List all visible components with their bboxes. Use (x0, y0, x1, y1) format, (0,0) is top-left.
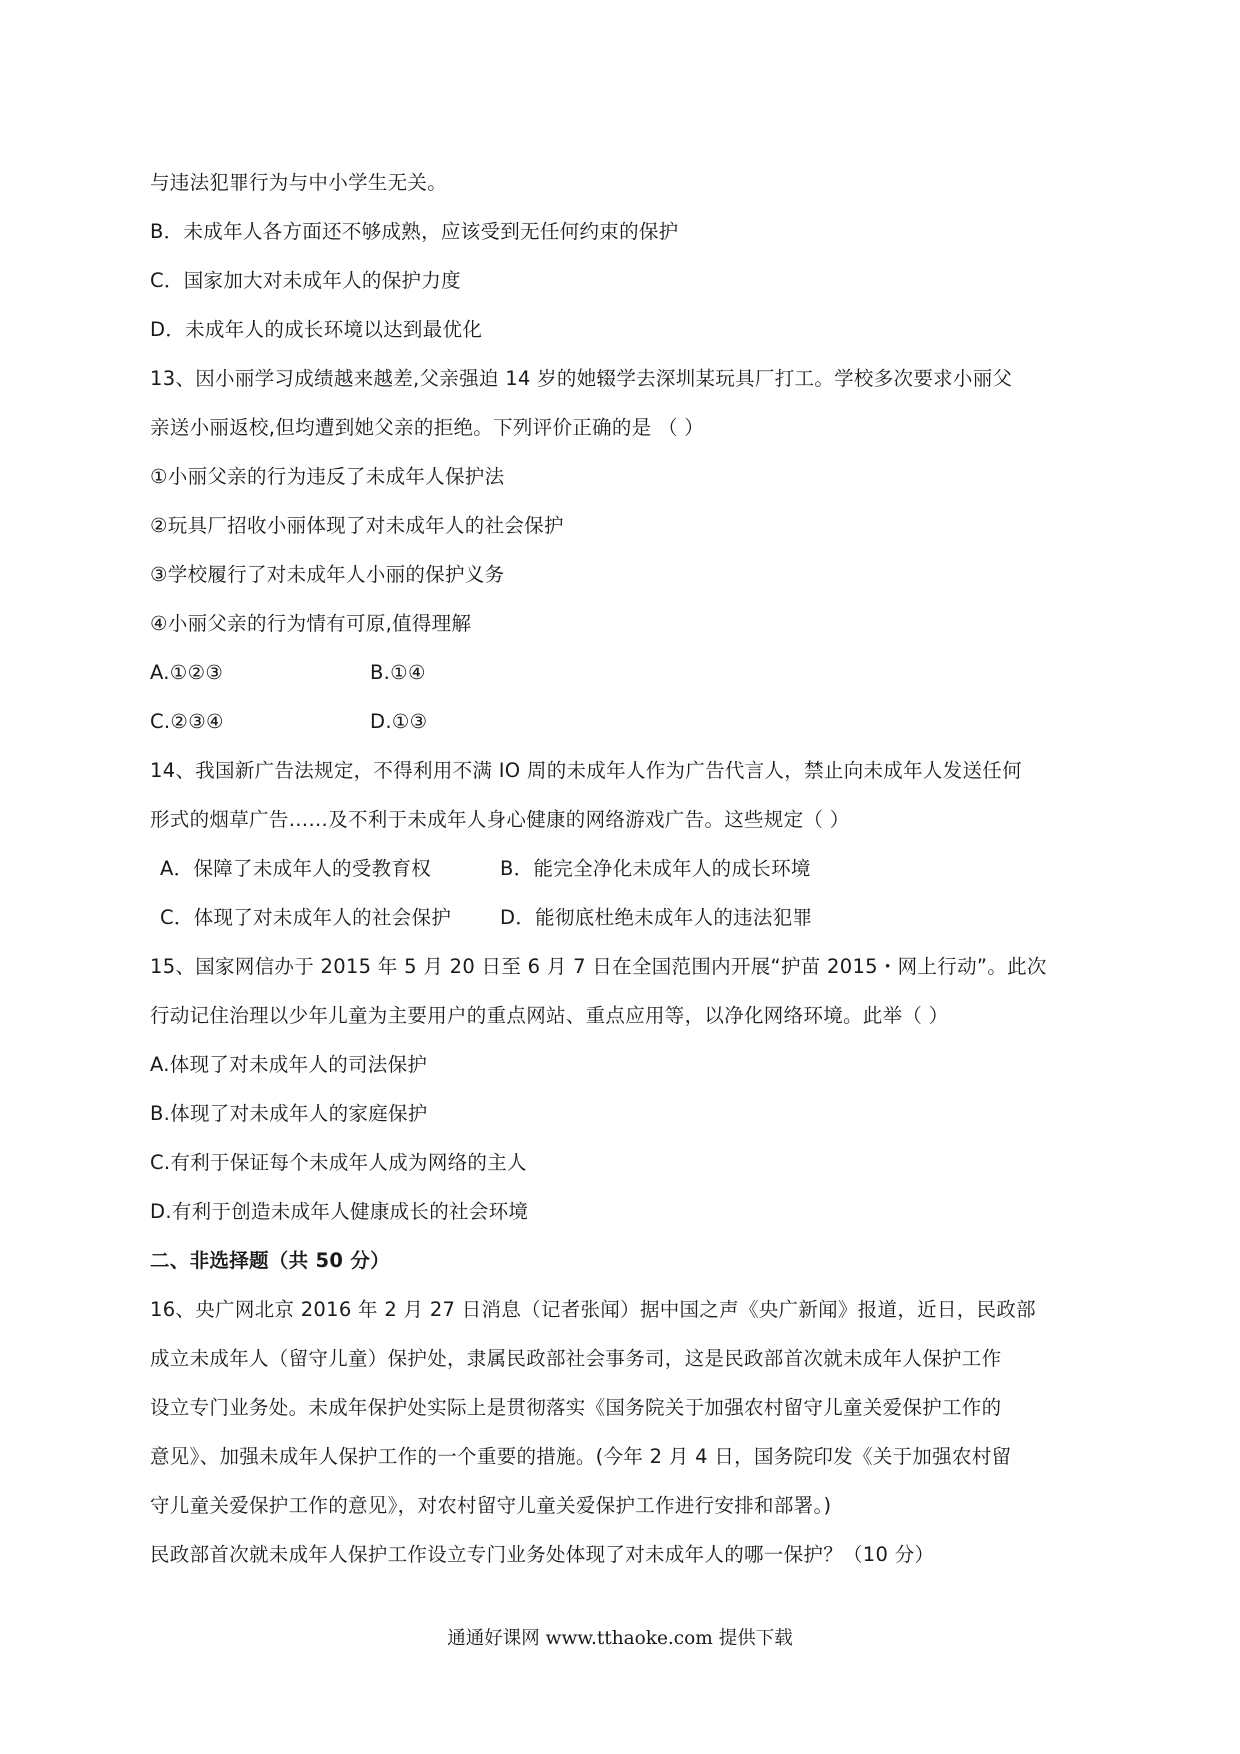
section-heading: 二、非选择题（共 50 分） (150, 1249, 390, 1272)
page-footer: 通通好课网 www.tthaoke.com 提供下载 (447, 1628, 793, 1649)
q15-stem-line2: 行动记住治理以少年儿童为主要用户的重点网站、重点应用等，以净化网络环境。此举（ ） (150, 1004, 949, 1027)
q14-options-row2 (150, 893, 1100, 942)
q14-option-c: C．体现了对未成年人的社会保护 (160, 906, 452, 929)
q12-option-b: B．未成年人各方面还不够成熟，应该受到无任何约束的保护 (150, 220, 679, 243)
text-line: 与违法犯罪行为与中小学生无关。 (150, 171, 448, 194)
q16-text-line1: 16、央广网北京 2016 年 2 月 27 日消息（记者张闻）据中国之声《央广新闻》报道，近日，民政部 (150, 1298, 1036, 1321)
q14-option-b: B．能完全净化未成年人的成长环境 (500, 857, 811, 880)
q13-option-b: B.①④ (370, 661, 426, 684)
q14-stem-line1: 14、我国新广告法规定，不得利用不满 IO 周的未成年人作为广告代言人，禁止向未成年人发送任何 (150, 759, 1022, 782)
q15-stem-line1: 15、国家网信办于 2015 年 5 月 20 日至 6 月 7 日在全国范围内开展“护苗 2015・网上行动”。此次 (150, 955, 1047, 978)
q13-statement-4: ④小丽父亲的行为情有可原,值得理解 (150, 612, 472, 635)
q16-text-line4: 意见》、加强未成年人保护工作的一个重要的措施。(今年 2 月 4 日，国务院印发《关于加强农村留 (150, 1445, 1012, 1468)
q13-options-row2 (150, 697, 1100, 746)
page-content (150, 158, 1100, 1579)
q16-text-line3: 设立专门业务处。未成年保护处实际上是贯彻落实《国务院关于加强农村留守儿童关爱保护工作的 (150, 1396, 1002, 1419)
q15-option-d: D.有利于创造未成年人健康成长的社会环境 (150, 1200, 529, 1223)
q14-stem-line2: 形式的烟草广告……及不利于未成年人身心健康的网络游戏广告。这些规定（ ） (150, 808, 850, 831)
q13-options-row1 (150, 648, 1100, 697)
q16-question: 民政部首次就未成年人保护工作设立专门业务处体现了对未成年人的哪一保护？（10 分） (150, 1543, 935, 1566)
q13-stem-line1: 13、因小丽学习成绩越来越差,父亲强迫 14 岁的她辍学去深圳某玩具厂打工。学校多次要求小丽父 (150, 367, 1013, 390)
q16-text-line5: 守儿童关爱保护工作的意见》，对农村留守儿童关爱保护工作进行安排和部署。) (150, 1494, 832, 1517)
q13-option-a: A.①②③ (150, 661, 224, 684)
q12-option-d: D．未成年人的成长环境以达到最优化 (150, 318, 483, 341)
q13-stem-line2: 亲送小丽返校,但均遭到她父亲的拒绝。下列评价正确的是 （ ） (150, 416, 705, 439)
q15-option-c: C.有利于保证每个未成年人成为网络的主人 (150, 1151, 527, 1174)
q14-options-row1 (150, 844, 1100, 893)
q13-option-c: C.②③④ (150, 710, 224, 733)
q14-option-a: A．保障了未成年人的受教育权 (160, 857, 432, 880)
q12-option-c: C．国家加大对未成年人的保护力度 (150, 269, 461, 292)
q13-statement-3: ③学校履行了对未成年人小丽的保护义务 (150, 563, 505, 586)
q15-option-a: A.体现了对未成年人的司法保护 (150, 1053, 428, 1076)
q14-option-d: D．能彻底杜绝未成年人的违法犯罪 (500, 906, 813, 929)
q13-statement-1: ①小丽父亲的行为违反了未成年人保护法 (150, 465, 505, 488)
q13-option-d: D.①③ (370, 710, 428, 733)
q16-text-line2: 成立未成年人（留守儿童）保护处，隶属民政部社会事务司，这是民政部首次就未成年人保护工作 (150, 1347, 1002, 1370)
q13-statement-2: ②玩具厂招收小丽体现了对未成年人的社会保护 (150, 514, 564, 537)
q15-option-b: B.体现了对未成年人的家庭保护 (150, 1102, 428, 1125)
